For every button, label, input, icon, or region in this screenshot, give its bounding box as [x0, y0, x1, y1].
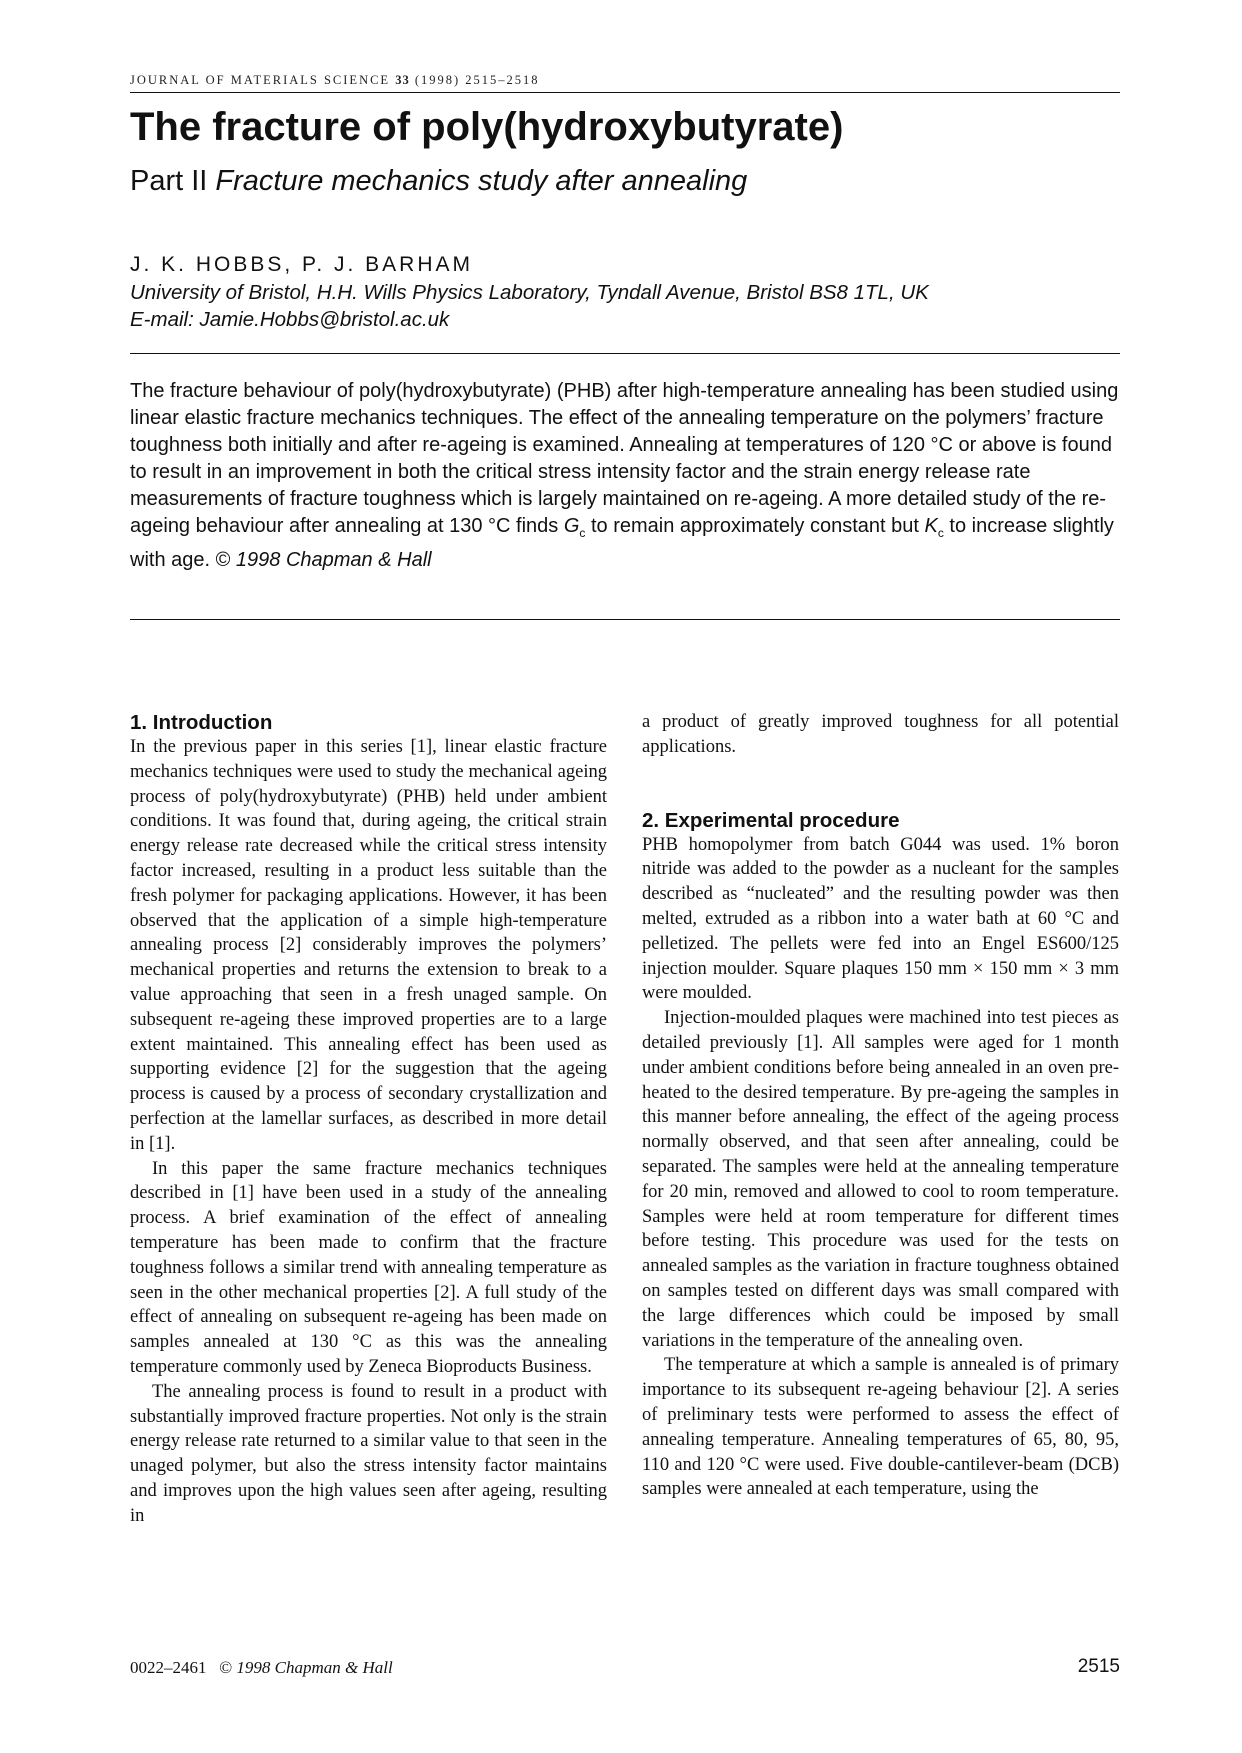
paragraph: Injection-moulded plaques were machined into test pieces as detailed previously [1]. All samples were aged for 1 month under ambient conditions before being annealed in an oven pre-heated to the desired temperature. By pre-ageing the samples in this manner before annealing, the effect of the ageing process normally observed, and that seen after annealing, could be separated. The samples were held at the annealing temperature for 20 min, removed and allowed to cool to room temperature. Samples were held at room temperature for different times before testing. This procedure was used for the tests on annealed samples as the variation in fracture toughness obtained on samples tested on different days was small compared with the large differences which could be imposed by small variations in the temperature of the annealing oven.	[642, 1008, 1119, 1351]
issn: 0022–2461	[130, 1658, 207, 1677]
paragraph: The annealing process is found to result in a product with substantially improved fracture properties. Not only is the strain energy release rate returned to a similar value to that seen in the unaged polymer, but also the stress intensity factor maintains and improves upon the high values seen after ageing, resulting in	[130, 1381, 607, 1526]
article-subtitle-text: Fracture mechanics study after annealing	[215, 165, 748, 197]
right-column	[642, 710, 1119, 1502]
abstract-text-1: The fracture behaviour of poly(hydroxybutyrate) (PHB) after high-temperature annealing has been studied using linear elastic fracture mechanics techniques. The effect of the annealing temperature on the polymers’ fracture toughness both initially and after re-ageing is examined. Annealing at temperatures of 120 °C or above is found to result in an improvement in both the critical stress intensity factor and the strain energy release rate measurements of fracture toughness which is largely maintained on re-ageing. A more detailed study of the re-ageing behaviour after annealing at 130 °C finds	[130, 380, 1119, 537]
page-number: 2515	[1077, 1656, 1120, 1677]
paragraph: PHB homopolymer from batch G044 was used. 1% boron nitride was added to the powder as a nucleant for the samples described as “nucleated” and the resulting powder was then melted, extruded as a ribbon into a water bath at 60 °C and pelletized. The pellets were fed into an Engel ES600/125 injection moulder. Square plaques 150 mm × 150 mm × 3 mm were moulded.	[642, 834, 1119, 1004]
article-subtitle	[130, 164, 747, 198]
affiliation-rule	[130, 353, 1120, 354]
copyright-icon: ©	[219, 1658, 233, 1677]
paragraph: The temperature at which a sample is annealed is of primary importance to its subsequent re-ageing behaviour [2]. A series of preliminary tests were performed to assess the effect of annealing temperature. Annealing temperatures of 65, 80, 95, 110 and 120 °C were used. Five double-cantilever-beam (DCB) samples were annealed at each temperature, using the	[642, 1355, 1119, 1500]
email: E-mail: Jamie.Hobbs@bristol.ac.uk	[130, 308, 450, 331]
symbol-g	[563, 515, 586, 540]
paragraph: In the previous paper in this series [1], linear elastic fracture mechanics techniques were used to study the mechanical ageing process of poly(hydroxybutyrate) (PHB) held under ambient conditions. It was found that, during ageing, the critical strain energy release rate decreased while the critical stress intensity factor increased, resulting in a product less suitable than the fresh polymer for packaging applications. However, it has been observed that the application of a simple high-temperature annealing process [2] considerably improves the polymers’ mechanical properties and returns the extension to break to a value approaching that seen in a fresh unaged sample. On subsequent re-ageing these improved properties are to a large extent maintained. This annealing effect has been used as supporting evidence [2] for the suggestion that the ageing process is caused by a process of secondary crystallization and perfection at the lamellar surfaces, as described in more detail in [1].	[130, 737, 607, 1154]
article-title: The fracture of poly(hydroxybutyrate)	[130, 105, 844, 149]
footer-copyright: 1998 Chapman & Hall	[236, 1658, 393, 1677]
symbol-k-subscript: c	[937, 526, 944, 540]
symbol-k-letter: K	[924, 515, 938, 537]
abstract	[130, 378, 1120, 574]
abstract-text-3: to increase slightly with age. ©	[130, 515, 1114, 571]
symbol-k	[924, 515, 944, 540]
journal-header	[130, 73, 540, 88]
journal-year-pages: (1998) 2515–2518	[414, 73, 540, 87]
section-gap	[642, 760, 1119, 808]
article-part: Part II	[130, 165, 208, 197]
header-rule	[130, 92, 1120, 93]
left-column	[130, 710, 607, 1529]
abstract-text-2: to remain approximately constant but	[585, 515, 925, 537]
abstract-rule	[130, 619, 1120, 620]
affiliation: University of Bristol, H.H. Wills Physics Laboratory, Tyndall Avenue, Bristol BS8 1TL, UK	[130, 281, 929, 304]
footer-left	[130, 1658, 393, 1678]
paper-page	[130, 0, 1120, 1753]
section-heading-experimental: 2. Experimental procedure	[642, 808, 900, 832]
symbol-g-subscript: c	[579, 526, 586, 540]
paragraph: a product of greatly improved toughness for all potential applications.	[642, 712, 1119, 757]
authors: J. K. HOBBS, P. J. BARHAM	[130, 253, 474, 276]
symbol-g-letter: G	[563, 515, 580, 537]
paragraph: In this paper the same fracture mechanics techniques described in [1] have been used in a study of the annealing process. A brief examination of the effect of annealing temperature has been made to confirm that the fracture toughness follows a similar trend with annealing temperature as seen in the other mechanical properties [2]. A full study of the effect of annealing on subsequent re-ageing has been made on samples annealed at 130 °C as this was the annealing temperature commonly used by Zeneca Bioproducts Business.	[130, 1158, 607, 1377]
affiliation-block	[130, 279, 929, 333]
abstract-copyright: 1998 Chapman & Hall	[235, 549, 432, 571]
journal-name: JOURNAL OF MATERIALS SCIENCE	[130, 73, 391, 87]
section-heading-introduction: 1. Introduction	[130, 711, 273, 734]
journal-volume: 33	[395, 73, 410, 87]
